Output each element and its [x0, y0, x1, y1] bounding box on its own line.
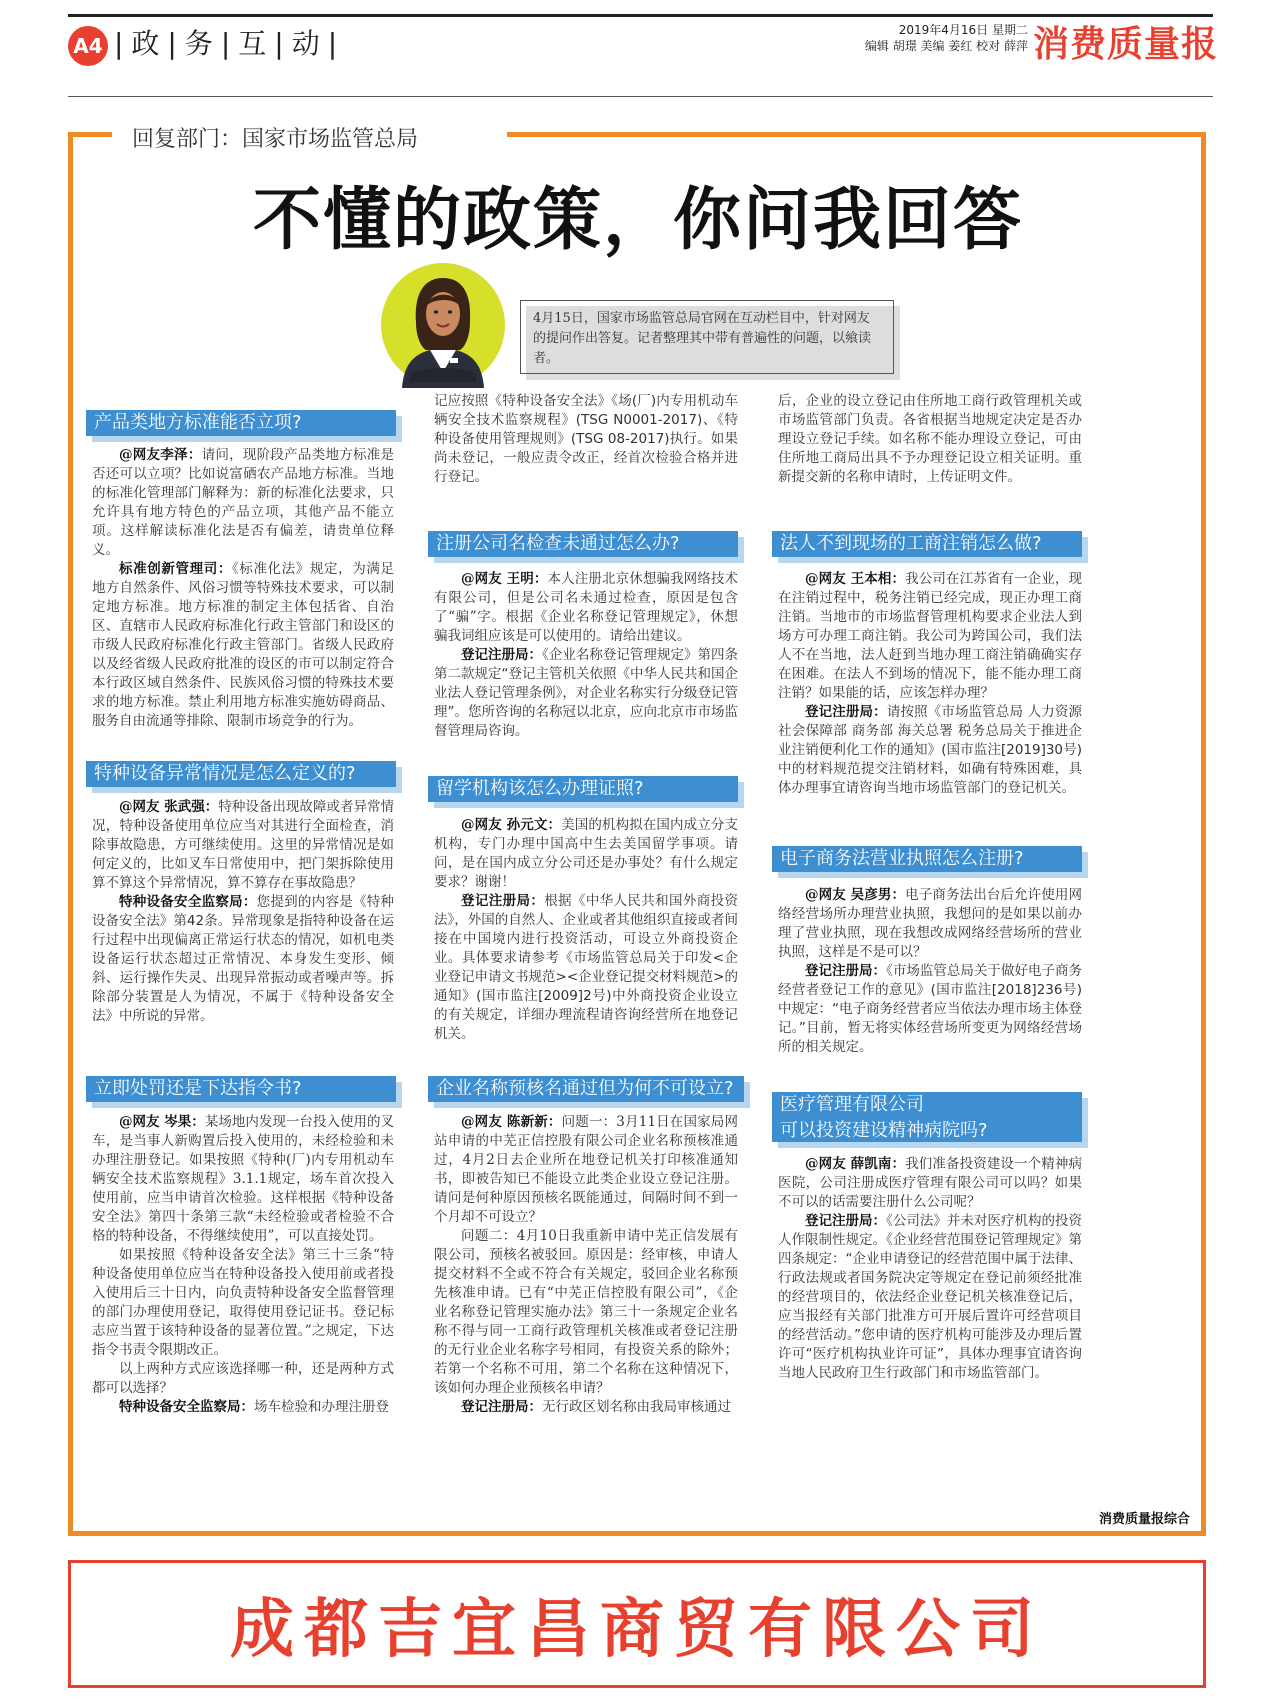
answer-paragraph: 登记注册局：无行政区划名称由我局审核通过	[461, 1399, 731, 1415]
question-paragraph: @网友 孙元文：美国的机构拟在国内成立分支机构，专门办理中国高中生去美国留学事项。请问，是在国内成立分公司还是办事处？有什么规定要求？谢谢！	[434, 817, 739, 890]
answer-paragraph: 登记注册局：《企业名称登记管理规定》第四条第二款规定“登记主管机关依照《中华人民共和国企业法人登记管理条例》，对企业名称实行分级登记管理”。您所咨询的名称冠以北京，应向北京市市场监督管理局咨询。	[434, 647, 739, 739]
question-paragraph: @网友 王本相：我公司在江苏省有一企业，现在注销过程中，税务注销已经完成，现正办理工商注销。当地市的市场监督管理机构要求企业法人到场方可办理工商注销。我公司为跨国公司，我们法人不在当地，法人赶到当地办理工商注销确确实存在困难。在法人不到场的情况下，能不能办理工商注销？如果能的话，应该怎样办理？	[778, 571, 1083, 701]
advertisement-banner	[68, 1560, 1206, 1688]
column-1-part-1	[92, 446, 394, 731]
section-heading-name-precheck: 企业名称预核名通过但为何不可设立?	[428, 1076, 744, 1102]
issue-date: 2019年4月16日 星期二	[898, 23, 1028, 37]
question-paragraph: @网友 陈新新：问题一：3月11日在国家局网站申请的中芜正信控股有限公司企业名称预核准通过，4月2日去企业所在地登记机关打印核准通知书，即被告知已不能设立此类企业设立登记注册。请问是何种原因预核名既能通过，间隔时间不到一个月却不可设立？	[434, 1114, 738, 1225]
section-name: |政|务|互|动|	[114, 27, 346, 60]
question-paragraph: @网友 岑果：某场地内发现一台投入使用的叉车，是当事人新购置后投入使用的，未经检验和未办理注册登记。如果按照《特种(厂)内专用机动车辆安全技术监察规程》3.1.1规定，场车首次投入使用前，应当申请首次检验。这样根据《特种设备安全法》第四十条第三款“未经检验或者检验不合格的特种设备，不得继续使用”，可以直接处罚。	[92, 1114, 395, 1244]
column-3-part-1	[778, 570, 1082, 798]
column-1-part-3	[92, 1113, 394, 1417]
section-heading-local-standard: 产品类地方标准能否立项?	[86, 410, 396, 436]
newspaper-masthead: 消费质量报	[1032, 24, 1218, 65]
answer-paragraph: 登记注册局：《公司法》并未对医疗机构的投资人作限制性规定。《企业经营范围登记管理规定》第四条规定：“企业申请登记的经营范围中属于法律、行政法规或者国务院决定等规定在登记前须经批准的经营项目的，依法经企业登记机关核准登记后，应当报经有关部门批准方可开展后置许可经营项目的经营活动。”您申请的医疗机构可能涉及办理后置许可“医疗机构执业许可证”，具体办理事宜请咨询当地人民政府卫生行政部门和市场监管部门。	[778, 1213, 1083, 1381]
column-1-part-2	[92, 798, 394, 1026]
question-paragraph-2: 问题二：4月10日我重新申请中芜正信发展有限公司，预核名被驳回。原因是：经审核，申请人提交材料不全或不符合有关规定，驳回企业名称预先核准申请。已有“中芜正信控股有限公司”，《企业名称登记管理实施办法》第三十一条规定企业名称不得与同一工商行政管理机关核准或者登记注册的无行业企业名称字号相同，有投资关系的除外；若第一个名称不可用，第二个名称在这种情况下，该如何办理企业预核名申请？	[434, 1228, 738, 1396]
article-source: 消费质量报综合	[1098, 1512, 1190, 1527]
editors-line: 编辑 胡璟 美编 姜红 校对 薛萍	[864, 39, 1028, 53]
continued-answer: 后，企业的设立登记由住所地工商行政管理机关或市场监管部门负责。各省根据当地规定决定是否办理设立登记手续。如名称不能办理设立登记，可由住所地工商局出具不予办理登记设立相关证明。重新提交新的名称申请时，上传证明文件。	[778, 393, 1082, 485]
answer-paragraph: 登记注册局：请按照《市场监管总局 人力资源社会保障部 商务部 海关总署 税务总局关于推进企业注销便利化工作的通知》(国市监注[2019]30号)中的材料规范提交注销材料，如确有特殊困难，具体办理事宜请咨询当地市场监管部门的登记机关。	[778, 704, 1082, 796]
question-paragraph-3: 以上两种方式应该选择哪一种，还是两种方式都可以选择？	[92, 1361, 394, 1396]
question-paragraph: @网友 薛凯南：我们准备投资建设一个精神病医院，公司注册成医疗管理有限公司可以吗？如果不可以的话需要注册什么公司呢？	[778, 1156, 1083, 1210]
question-paragraph: @网友 张武强：特种设备出现故障或者异常情况，特种设备使用单位应当对其进行全面检查，消除事故隐患，方可继续使用。这里的异常情况是如何定义的，比如叉车日常使用中，把门架拆除使用算不算这个异常情况，算不算存在事故隐患？	[92, 799, 395, 891]
date-editor-info	[865, 22, 1028, 54]
column-2-part-2	[434, 816, 738, 1044]
section-heading-ecommerce-license: 电子商务法营业执照怎么注册?	[772, 846, 1082, 872]
section-heading-equipment-abnormal: 特种设备异常情况是怎么定义的?	[86, 761, 396, 787]
answer-paragraph: 登记注册局：《市场监管总局关于做好电子商务经营者登记工作的意见》(国市监注[2018]236号)中规定：“电子商务经营者应当依法办理市场主体登记。”目前，暂无将实体经营场所变更为网络经营场所的相关规定。	[778, 963, 1083, 1055]
column-3-part-3	[778, 1155, 1082, 1383]
advertisement-company-name: 成都吉宜昌商贸有限公司	[230, 1592, 1044, 1667]
question-paragraph: @网友李泽：请问，现阶段产品类地方标准是否还可以立项？比如说富硒农产品地方标准。当地的标准化管理部门解释为：新的标准化法要求，只允许具有地方特色的产品立项，其他产品不能立项。这样解读标准化法是否有偏差，请贵单位释义。	[92, 447, 395, 558]
question-paragraph-2: 如果按照《特种设备安全法》第三十三条“特种设备使用单位应当在特种设备投入使用前或者投入使用后三十日内，向负责特种设备安全监督管理的部门办理使用登记，取得使用登记证书。登记标志应当置于该特种设备的显著位置。”之规定，下达指令书责令限期改正。	[92, 1247, 394, 1358]
column-3-continuation	[778, 392, 1082, 487]
column-2-part-3	[434, 1113, 738, 1417]
section-heading-study-abroad: 留学机构该怎么办理证照?	[428, 776, 738, 802]
answer-paragraph: 登记注册局：根据《中华人民共和国外商投资法》，外国的自然人、企业或者其他组织直接或者间接在中国境内进行投资活动，可设立外商投资企业。具体要求请参考《市场监管总局关于印发<企业登记申请文书规范><企业登记提交材料规范>的通知》(国市监注[2009]2号)中外商投资企业设立的有关规定，详细办理流程请咨询经营所在地登记机关。	[434, 893, 739, 1042]
section-heading-psychiatric-hospital: 医疗管理有限公司 可以投资建设精神病院吗?	[772, 1092, 1082, 1142]
answer-paragraph: 特种设备安全监察局：场车检验和办理注册登	[119, 1399, 389, 1415]
section-heading-deregistration: 法人不到现场的工商注销怎么做?	[772, 531, 1082, 557]
intro-box: 4月15日，国家市场监管总局官网在互动栏目中，针对网友的提问作出答复。记者整理其中带有普遍性的问题，以飨读者。	[520, 300, 894, 374]
article-title: 不懂的政策，你问我回答	[252, 181, 1023, 260]
question-paragraph: @网友 吴彦男：电子商务法出台后允许使用网络经营场所办理营业执照，我想问的是如果以前办理了营业执照，现在我想改成网络经营场所的营业执照，这样是不是可以？	[778, 887, 1083, 960]
column-3-part-2	[778, 886, 1082, 1057]
answer-paragraph: 特种设备安全监察局：您提到的内容是《特种设备安全法》第42条。异常现象是指特种设备在运行过程中出现偏离正常运行状态的情况，如机电类设备运行状态超过正常情况、本身发生变形、倾斜、运行操作失灵、出现异常振动或者噪声等。拆除部分装置是人为情况，不属于《特种设备安全法》中所说的异常。	[92, 894, 395, 1024]
answer-paragraph: 标准创新管理司：《标准化法》规定，为满足地方自然条件、风俗习惯等特殊技术要求，可以制定地方标准。地方标准的制定主体包括省、自治区、直辖市人民政府标准化行政主管部门和设区的市级人民政府标准化行政主管部门。省级人民政府以及经省级人民政府批准的设区的市可以制定符合本行政区域自然条件、民族风俗习惯的特殊技术要求的地方标准。禁止利用地方标准实施妨碍商品、服务自由流通等排除、限制市场竞争的行为。	[92, 561, 395, 729]
column-2-continuation	[434, 392, 738, 487]
continued-answer: 记应按照《特种设备安全法》《场(厂)内专用机动车辆安全技术监察规程》(TSG N0001-2017)、《特种设备使用管理规则》(TSG 08-2017)执行。如果尚未登记，一般应责令改正，经首次检验合格并进行登记。	[434, 393, 738, 485]
question-paragraph: @网友 王明：本人注册北京休想骗我网络技术有限公司，但是公司名未通过检查，原因是包含了“骗”字。根据《企业名称登记管理规定》，休想骗我词组应该是可以使用的。请给出建议。	[434, 571, 739, 644]
reply-department: 回复部门：国家市场监管总局	[132, 127, 419, 152]
page-number-badge: A4	[68, 26, 108, 66]
column-2-part-1	[434, 570, 738, 741]
header-rule	[68, 96, 1213, 97]
businesswoman-avatar-icon	[380, 262, 506, 388]
section-heading-penalty-or-order: 立即处罚还是下达指令书?	[86, 1076, 396, 1102]
section-heading-company-name: 注册公司名检查未通过怎么办?	[428, 531, 738, 557]
